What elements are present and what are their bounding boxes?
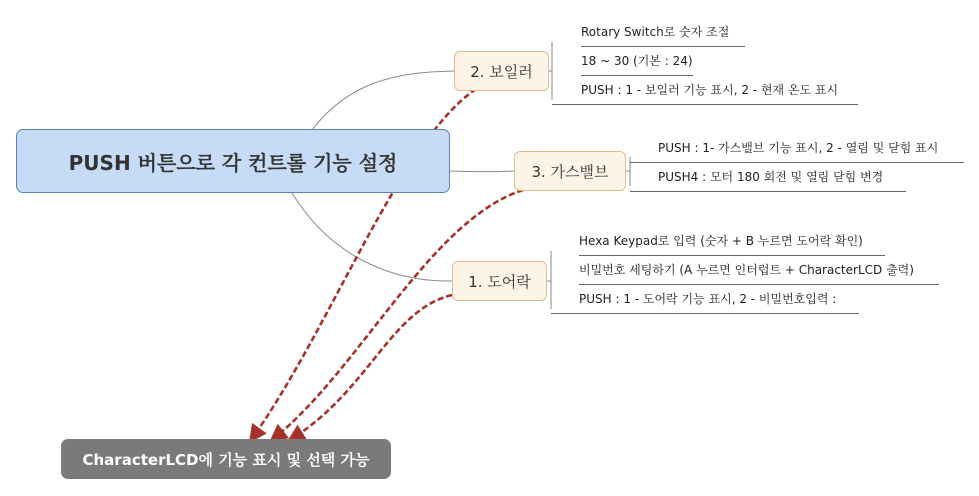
arrow-gasvalve-to-summary xyxy=(272,190,523,440)
leaf-gasvalve-push4[interactable]: PUSH4 : 모터 180 회전 및 열림 닫힘 변경 xyxy=(630,168,906,192)
summary-topic-label: CharacterLCD에 기능 표시 및 선택 가능 xyxy=(82,450,370,469)
link-central-gasvalve xyxy=(450,171,514,172)
link-central-doorlock xyxy=(292,193,452,281)
topic-gasvalve[interactable] xyxy=(514,151,626,191)
leaf-gasvalve-push[interactable]: PUSH : 1- 가스밸브 기능 표시, 2 - 열림 및 닫힘 표시 xyxy=(630,139,964,163)
arrow-doorlock-to-summary xyxy=(290,295,452,440)
topic-boiler[interactable] xyxy=(454,51,549,91)
topic-doorlock-label: 1. 도어락 xyxy=(468,272,531,291)
leaf-boiler-push[interactable]: PUSH : 1 - 보일러 기능 표시, 2 - 현재 온도 표시 xyxy=(552,81,858,105)
link-central-boiler xyxy=(312,71,454,130)
leaf-doorlock-keypad[interactable]: Hexa Keypad로 입력 (숫자 + B 누르면 도어락 확인) xyxy=(579,232,885,256)
leaf-boiler-range[interactable]: 18 ~ 30 (기본 : 24) xyxy=(581,52,693,76)
topic-doorlock[interactable] xyxy=(452,261,547,301)
leaf-doorlock-push[interactable]: PUSH : 1 - 도어락 기능 표시, 2 - 비밀번호입력 : xyxy=(551,290,859,314)
topic-gasvalve-label: 3. 가스밸브 xyxy=(531,162,609,181)
summary-topic[interactable] xyxy=(61,439,391,479)
central-topic-label: PUSH 버튼으로 각 컨트롤 기능 설정 xyxy=(68,150,398,175)
central-topic[interactable] xyxy=(16,129,450,193)
leaf-doorlock-password[interactable]: 비밀번호 세팅하기 (A 누르면 인터럽트 + CharacterLCD 출력) xyxy=(579,261,939,285)
topic-boiler-label: 2. 보일러 xyxy=(470,62,533,81)
leaf-boiler-rotary[interactable]: Rotary Switch로 숫자 조절 xyxy=(581,23,745,47)
